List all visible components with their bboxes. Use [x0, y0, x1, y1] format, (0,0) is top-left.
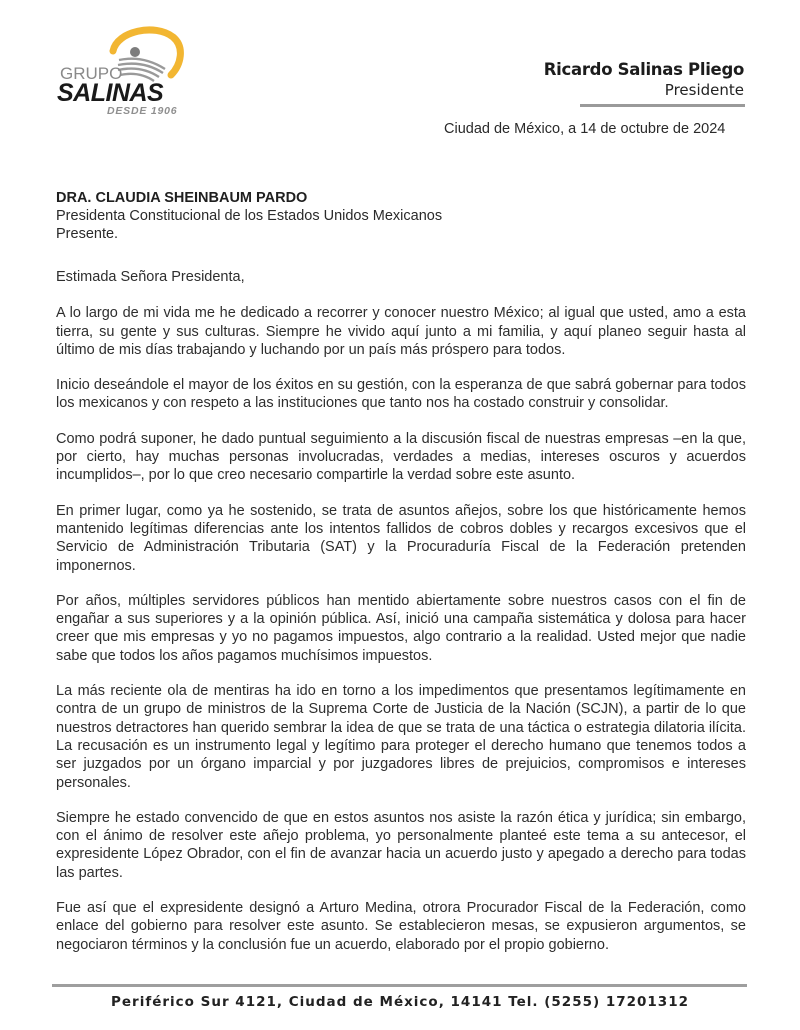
header-divider: [580, 104, 745, 107]
recipient-block: [56, 189, 442, 243]
recipient-closing: Presente.: [56, 226, 119, 242]
paragraph: En primer lugar, como ya he sostenido, se trata de asuntos añejos, sobre los que históricamente hemos mantenido legítimas diferencias ante los intentos fallidos de cobros dobles y recargos excesivos que el Servicio de Administración Tributaria (SAT) y la Procuraduría Fiscal de la Federación pretenden imponernos.: [56, 502, 746, 574]
letter-body: [56, 268, 746, 971]
salutation: Estimada Señora Presidenta,: [56, 269, 245, 285]
logo-tagline: DESDE 1906: [107, 105, 178, 117]
paragraph: Siempre he estado convencido de que en estos asuntos nos asiste la razón ética y jurídica; sin embargo, con el ánimo de resolver este añejo problema, yo personalmente planteé este tema a su antecesor, el expresidente López Obrador, con el fin de avanzar hacia un acuerdo justo y apegado a derecho para todas las partes.: [56, 809, 746, 881]
logo-grupo-text: GRUPO: [60, 64, 123, 83]
date-line: Ciudad de México, a 14 de octubre de 2024: [444, 121, 726, 137]
paragraph: A lo largo de mi vida me he dedicado a recorrer y conocer nuestro México; al igual que usted, amo a esta tierra, su gente y sus culturas. Siempre he vivido aquí junto a mi familia, y aquí planeo seguir hasta al último de mis días trabajando y luchando por un país más próspero para todos.: [56, 305, 746, 358]
paragraph: Como podrá suponer, he dado puntual seguimiento a la discusión fiscal de nuestras empresas –en la que, por cierto, hay muchas personas involucradas, verdades a medias, intereses oscuros y acuerdos incumplidos–, por lo que creo necesario compartirle la verdad sobre este asunto.: [56, 430, 746, 484]
paragraph: La más reciente ola de mentiras ha ido en torno a los impedimentos que presentamos legítimamente en contra de un grupo de ministros de la Suprema Corte de Justicia de la Nación (SCJN), a partir de lo que nuestros detractores han querido sembrar la idea de que se trata de una táctica o estrategia dilatoria ilícita. La recusación es un instrumento legal y legítimo para proteger el derecho humano que tenemos todos a ser juzgados por un órgano imparcial y por juzgadores libres de prejuicios, compromisos e intereses personales.: [56, 683, 746, 791]
sender-title: Presidente: [664, 81, 744, 99]
paragraph: Por años, múltiples servidores públicos han mentido abiertamente sobre nuestros casos con el fin de engañar a sus superiores y a la opinión pública. Así, inició una campaña sistemática y dolosa para hacer creer que mis empresas y yo no pagamos impuestos, algo contrario a la realidad. Usted mejor que nadie sabe que todos los años pagamos muchísimos impuestos.: [56, 592, 746, 664]
footer-address: Periférico Sur 4121, Ciudad de México, 14141 Tel. (5255) 17201312: [110, 994, 689, 1010]
sender-name: Ricardo Salinas Pliego: [543, 60, 744, 79]
sender-block: [544, 60, 744, 99]
footer-divider: [52, 984, 747, 987]
recipient-name: DRA. CLAUDIA SHEINBAUM PARDO: [56, 190, 308, 206]
paragraph: Fue así que el expresidente designó a Arturo Medina, otrora Procurador Fiscal de la Federación, como enlace del gobierno para resolver este asunto. Se establecieron mesas, se expusieron argumentos, se negociaron términos y la conclusión fue un acuerdo, elaborado por el propio gobierno.: [56, 900, 746, 953]
paragraph: Inicio deseándole el mayor de los éxitos en su gestión, con la esperanza de que sabrá gobernar para todos los mexicanos y con respeto a las instituciones que tanto nos ha costado construir y consolidar.: [56, 377, 746, 412]
logo-salinas-text: SALINAS: [57, 79, 164, 107]
recipient-title: Presidenta Constitucional de los Estados Unidos Mexicanos: [56, 208, 443, 224]
grupo-salinas-logo: [55, 25, 190, 120]
